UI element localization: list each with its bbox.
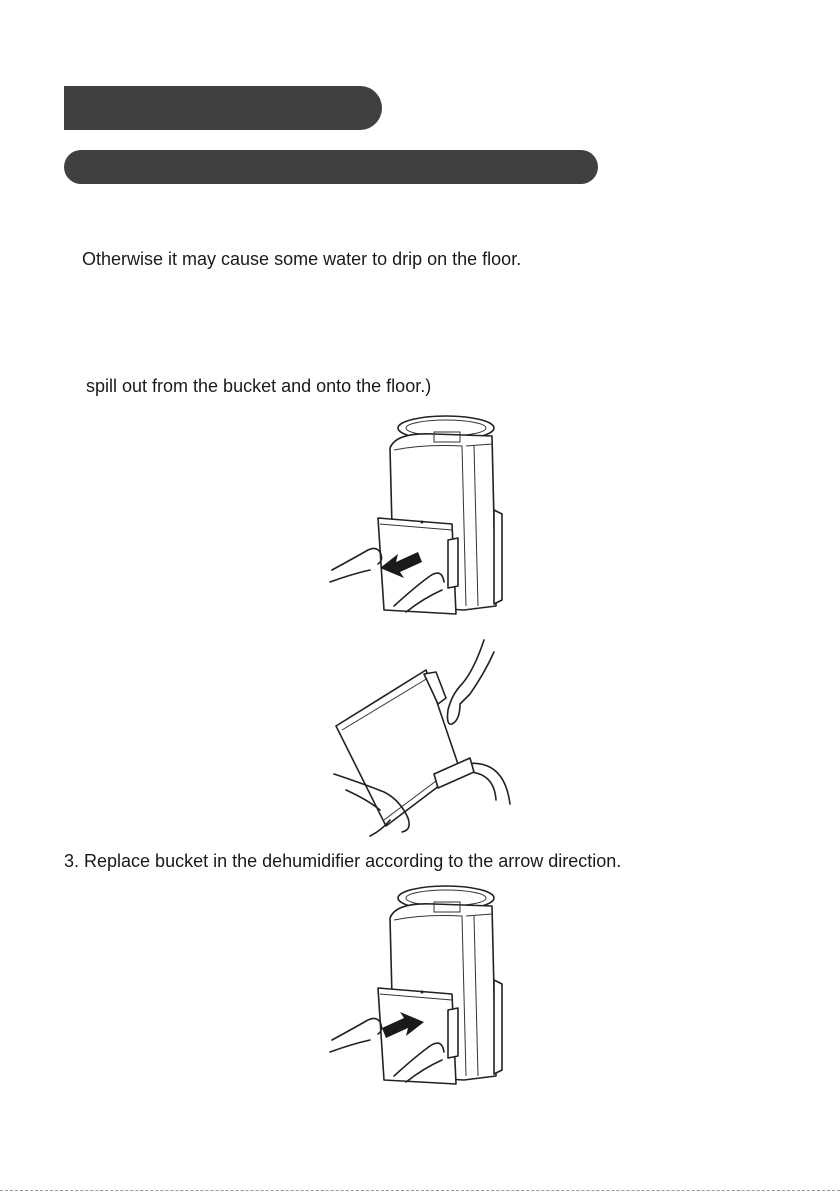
subsection-header-bar xyxy=(64,150,598,184)
instruction-step-3: 3. Replace bucket in the dehumidifier according to the arrow direction. xyxy=(64,851,622,871)
section-header-bar xyxy=(64,86,382,130)
empty-bucket-illustration xyxy=(324,640,524,845)
remove-bucket-illustration xyxy=(324,410,514,620)
replace-bucket-illustration xyxy=(324,878,514,1088)
instruction-line-otherwise: Otherwise it may cause some water to drip on the floor. xyxy=(82,249,522,269)
instruction-line-spill: spill out from the bucket and onto the floor.) xyxy=(86,376,432,396)
